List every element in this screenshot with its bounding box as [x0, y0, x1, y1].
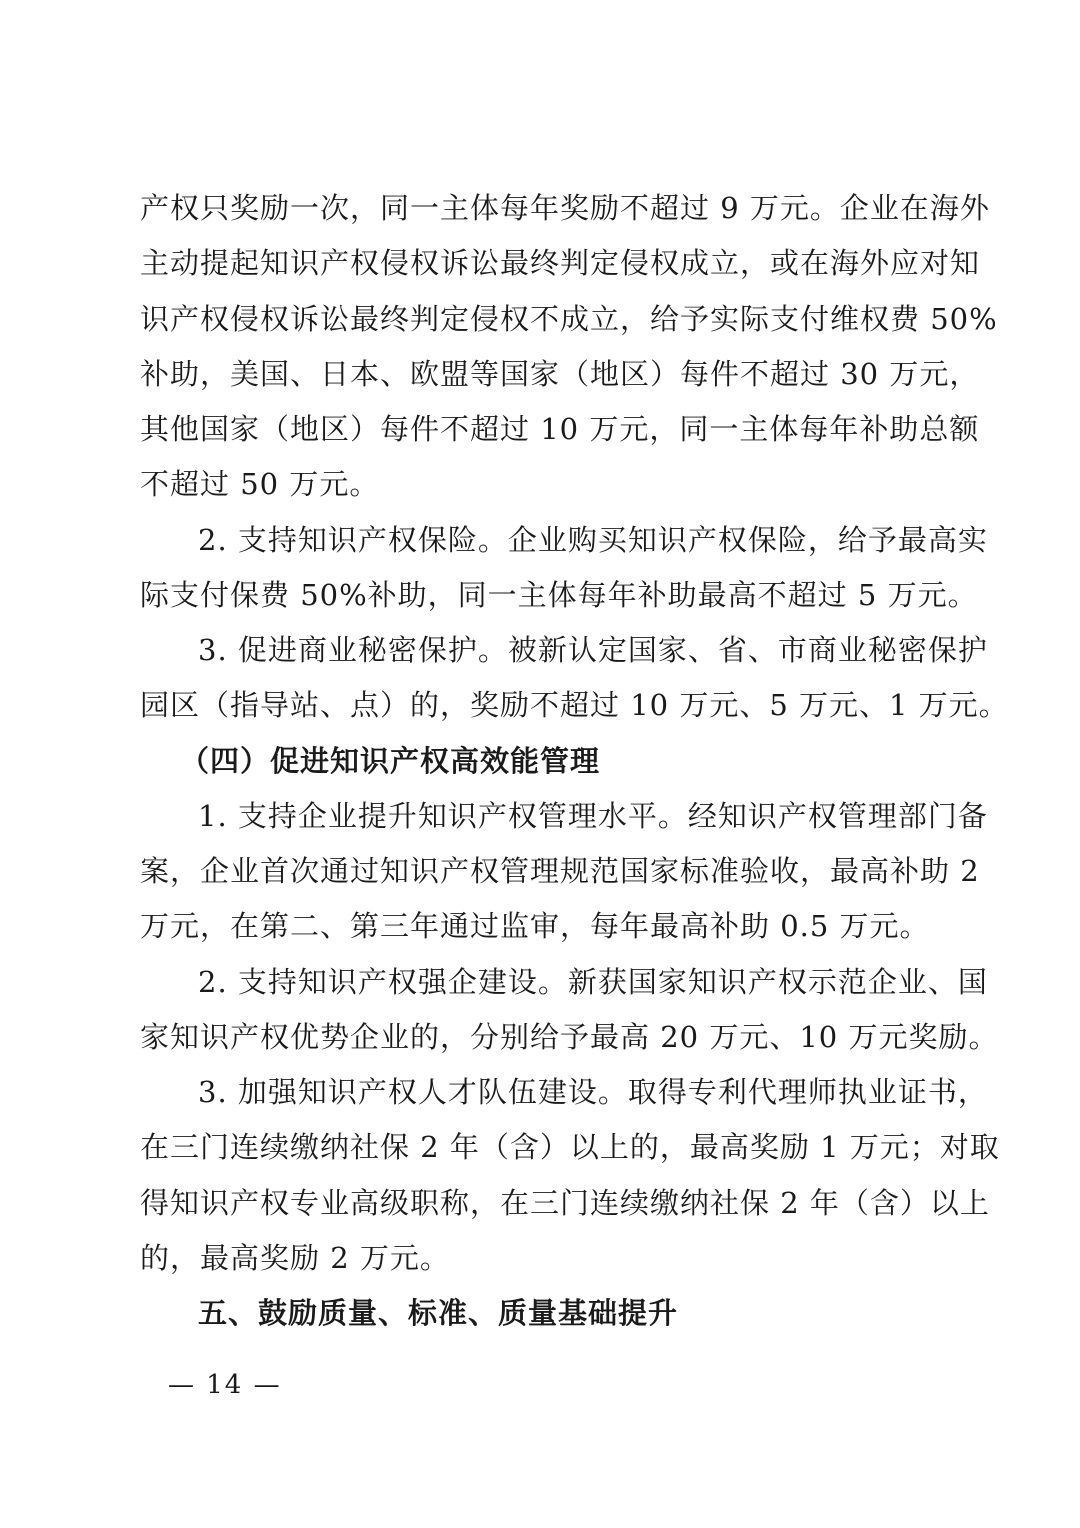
body-line: 其他国家（地区）每件不超过 10 万元，同一主体每年补助总额 [140, 412, 980, 446]
chapter-heading: 五、鼓励质量、标准、质量基础提升 [198, 1296, 679, 1330]
body-line: 际支付保费 50%补助，同一主体每年补助最高不超过 5 万元。 [140, 578, 978, 612]
body-line: 3. 加强知识产权人才队伍建设。取得专利代理师执业证书， [198, 1075, 988, 1109]
page-number: — 14 — [168, 1370, 282, 1400]
body-line: 补助，美国、日本、欧盟等国家（地区）每件不超过 30 万元， [140, 357, 980, 391]
body-line: 在三门连续缴纳社保 2 年（含）以上的，最高奖励 1 万元；对取 [140, 1130, 1000, 1164]
body-line: 的，最高奖励 2 万元。 [140, 1241, 450, 1275]
body-line: 识产权侵权诉讼最终判定侵权不成立，给予实际支付维权费 50% [140, 302, 998, 336]
body-line: 产权只奖励一次，同一主体每年奖励不超过 9 万元。企业在海外 [140, 191, 990, 225]
section-heading: （四）促进知识产权高效能管理 [180, 744, 601, 778]
body-line: 家知识产权优势企业的，分别给予最高 20 万元、10 万元奖励。 [140, 1020, 999, 1054]
body-line: 2. 支持知识产权保险。企业购买知识产权保险，给予最高实 [198, 523, 988, 557]
body-line: 园区（指导站、点）的，奖励不超过 10 万元、5 万元、1 万元。 [140, 688, 1009, 722]
body-line: 主动提起知识产权侵权诉讼最终判定侵权成立，或在海外应对知 [140, 246, 981, 280]
body-line: 2. 支持知识产权强企建设。新获国家知识产权示范企业、国 [198, 965, 988, 999]
body-line: 得知识产权专业高级职称，在三门连续缴纳社保 2 年（含）以上 [140, 1186, 990, 1220]
body-line: 3. 促进商业秘密保护。被新认定国家、省、市商业秘密保护 [198, 633, 988, 667]
body-line: 案，企业首次通过知识产权管理规范国家标准验收，最高补助 2 [140, 854, 980, 888]
body-line: 万元，在第二、第三年通过监审，每年最高补助 0.5 万元。 [140, 909, 930, 943]
body-line: 不超过 50 万元。 [140, 467, 380, 501]
body-line: 1. 支持企业提升知识产权管理水平。经知识产权管理部门备 [198, 799, 988, 833]
